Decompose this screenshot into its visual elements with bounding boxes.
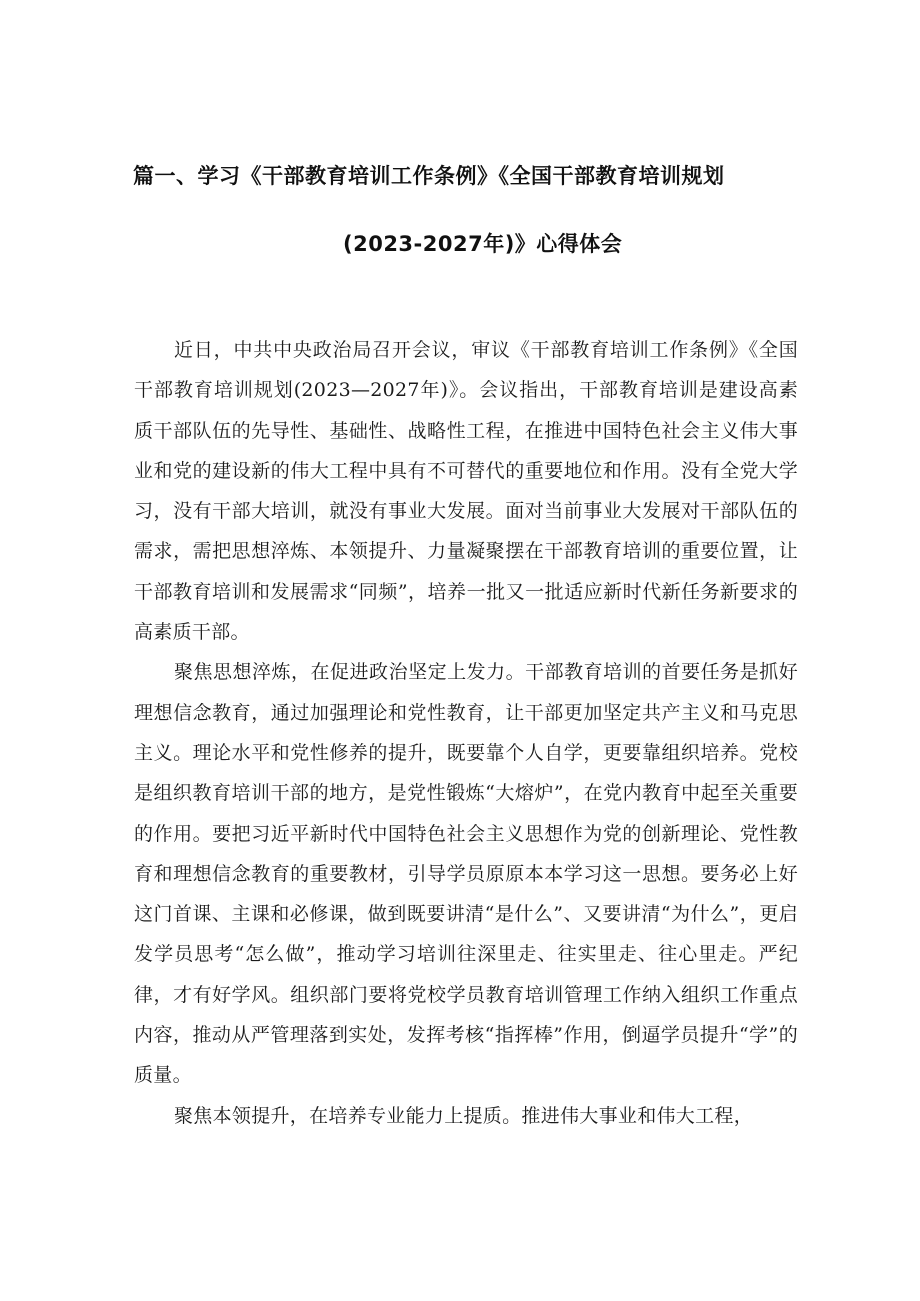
document-title-line-1: 篇一、学习《干部教育培训工作条例》《全国干部教育培训规划 (133, 164, 725, 188)
paragraph-intro: 近日，中共中央政治局召开会议，审议《干部教育培训工作条例》《全国干部教育培训规划(2023—2027年)》。会议指出，干部教育培训是建设高素质干部队伍的先导性、基础性、战略性工程，在推进中国特色社会主义伟大事业和党的建设新的伟大工程中具有不可替代的重要地位和作用。没有全党大学习，没有干部大培训，就没有事业大发展。面对当前事业大发展对干部队伍的需求，需把思想淬炼、本领提升、力量凝聚摆在干部教育培训的重要位置，让干部教育培训和发展需求“同频”，培养一批又一批适应新时代新任务新要求的高素质干部。 (134, 339, 798, 644)
document-body (134, 330, 798, 1136)
paragraph-thought-tempering: 聚焦思想淬炼，在促进政治坚定上发力。干部教育培训的首要任务是抓好理想信念教育，通过加强理论和党性教育，让干部更加坚定共产主义和马克思主义。理论水平和党性修养的提升，既要靠个人自学，更要靠组织培养。党校是组织教育培训干部的地方，是党性锻炼“大熔炉”，在党内教育中起至关重要的作用。要把习近平新时代中国特色社会主义思想作为党的创新理论、党性教育和理想信念教育的重要教材，引导学员原原本本学习这一思想。要务必上好这门首课、主课和必修课，做到既要讲清“是什么”、又要讲清“为什么”，更启发学员思考“怎么做”，推动学习培训往深里走、往实里走、往心里走。严纪律，才有好学风。组织部门要将党校学员教育培训管理工作纳入组织工作重点内容，推动从严管理落到实处，发挥考核“指挥棒”作用，倒逼学员提升“学”的质量。 (134, 661, 798, 1087)
paragraph-skill-improvement: 聚焦本领提升，在培养专业能力上提质。推进伟大事业和伟大工程， (174, 1104, 754, 1127)
document-title-line-2: (2023-2027年)》心得体会 (343, 232, 623, 256)
